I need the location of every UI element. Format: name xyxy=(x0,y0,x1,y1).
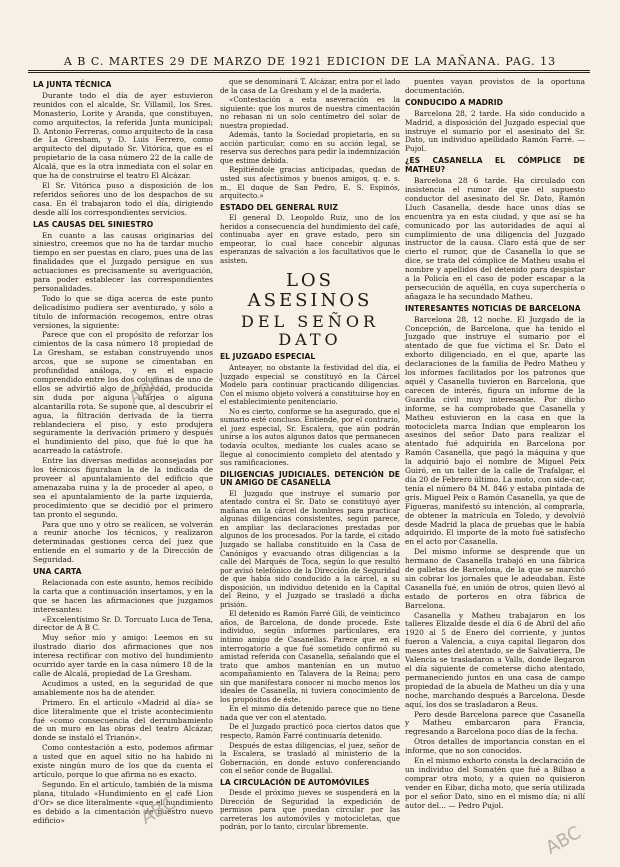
article-paragraph: Barcelona 28, 12 noche. El Juzgado de la Concepción, de Barcelona, que ha tenido el Juzgado que instruye el sumario por el atentado de que fue víctima el Sr. Dato el exhorto diligenciado, en el que, aparte las declaraciones de la familia de Pedro Matheu y los informes facilitados por los patronos que aquél y Casanella tuvieron en Barcelona, que carecen de interés, figura un informe de la Guardia civil muy interesante. Por dicho informe, se ha comprobado que Casanella y Matheu estuvieron en la casa en que la motocicleta marca Indian que emplearon los asesinos del señor Dato para realizar el atentado fué adquirida en Barcelona por Ramón Casanella, que pagó la máquina y que la adquirió bajo el nombre de Miguel Peix Guiró, en un taller de la calle de Trafalgar, el día 20 de Febrero último. La moto, con side-car, tenía el número 84 M. 846 y estaba pintada de gris. Miguel Peix o Ramón Casanella, ya que de Figueras, manifestó su intención, al comprarla, de obtener la matrícula en Toledo, y devolvió desde Madrid la placa de pruebas que le había adquirido. El importe de la moto fué satisfecho en el acto por Casanella. xyxy=(405,314,585,547)
article-paragraph: Después de estas diligencias, el juez, señor de la Escalera, se trasladó al ministerio de la Gobernación, en donde estuvo conferenciando con el señor conde de Bugallal. xyxy=(220,740,400,776)
article-paragraph: Durante todo el día de ayer estuvieron reunidos con el alcalde, Sr. Villamil, los Sres. Monasterio, Lorite y Aranda, que constituyen, como arquitectos, la referida Junta municipal; D. Antonio Ferreras, como arquitecto de la casa de La Gresham, y D. Luis Ferrero, como arquitecto del diputado Sr. Vitórica, que es el propietario de la casa número 22 de la calle de Alcalá, que es la otra inmediata con el solar en que ha de construirse el teatro El Alcázar. xyxy=(33,90,213,181)
article-paragraph: Barcelona 28 6 tarde. Ha circulado con insistencia el rumor de que el supuesto conductor del asesinato del Sr. Dato, Ramón Lluch Casanella, desde hace unos días se encuentra ya en esta ciudad, y que así se ha comunicado por las autoridades de aquí al cumplimiento de una diligencia del Juzgado instructor de la causa. Claro está que de ser cierto el rumor, que de Casanella lo que se dice, se trata del cómplice de Matheu usaba el nombre y apellidos del detenido para despistar a la Policía en el caso de poder escapar a la persecución de aquélla, en cuya superchería o añagaza le ha secundado Matheu. xyxy=(405,176,585,301)
section-heading: INTERESANTES NOTICIAS DE BARCELONA xyxy=(405,303,581,313)
section-heading: ESTADO DEL GENERAL RUIZ xyxy=(220,202,339,212)
article-paragraph: Parece que con el propósito de reforzar los cimientos de la casa número 18 propiedad de La Gresham, se estaban construyendo unos arcos, que se supone se cimentaban en profundidad análoga, y en el espacio comprendido entre los dos columnas de uno de ellos se advirtió algo de humedad, producida sin duda por alguna atarjea o alguna alcantarilla rota. Se supone que, al descubrir el agua, la filtración derivada de la tierra reblandeciera el piso, y esto produjera seguramente la derivación primero y después el hundimiento del piso, que fué lo que ha acarreado la catástrofe. xyxy=(33,330,213,456)
column-1 xyxy=(33,78,213,826)
article-paragraph: De el Juzgado practicó poca ciertos datos que respecto, Ramón Farré continuaría detenido. xyxy=(220,722,400,740)
article-paragraph: Anteayer, no obstante la festividad del día, el Juzgado especial se constituyó en la Cárcel Modelo para continuar practicando diligencias. Con el mismo objeto volverá a constituirse hoy en el establecimiento penitenciario. xyxy=(220,363,400,407)
article-paragraph: El general D. Leopoldo Ruiz, uno de los heridos a consecuencia del hundimiento del café, continuaba ayer en grave estado, pero sin empeorar, lo cual hace concebir algunas esperanzas de salvación a los facultativos que le asisten. xyxy=(220,213,400,265)
section-heading: EL JUZGADO ESPECIAL xyxy=(220,352,316,362)
section-heading: DILIGENCIAS JUDICIALES. DETENCIÓN DE UN AMIGO DE CASANELLA xyxy=(220,469,400,488)
article-paragraph: Muy señor mío y amigo: Leemos en su ilustrado diario dos afirmaciones que nos interesa rectificar con motivo del hundimiento ocurrido ayer tarde en la casa número 18 de la calle de Alcalá, propiedad de La Gresham. xyxy=(33,633,213,678)
header-rule xyxy=(28,70,590,71)
article-paragraph: «Contestación a esta aseveración es la siguiente: que los muros de nuestra cimentación no rebasan ni un solo centímetro del solar de nuestra propiedad. xyxy=(220,95,400,130)
article-paragraph: puentes vayan provistos de la oportuna documentación. xyxy=(405,77,585,95)
article-paragraph: que se denominará T. Alcázar, entra por el lado de la casa de La Gresham y el de la maderia. xyxy=(220,77,400,95)
section-heading: CONDUCIDO A MADRID xyxy=(405,97,503,107)
article-paragraph: Relacionada con este asunto, hemos recibido la carta que a continuación insertamos, y en la que se hacen las afirmaciones que juzgamos interesantes: xyxy=(33,577,213,614)
article-paragraph: El detenido es Ramón Farré Gili, de veinticinco años, de Barcelona, de donde procede. Este individuo, según informes particulares, era íntimo amigo de Casanellas. Parece que en el interrogatorio a que fué sometido confirmó su amistad referida con Casanella, señalando que el trato que ambos mantenían en un mutuo acompañamiento en Talavera de la Reina; pero sin que manifestara conocer ni mucho menos los ideales de Casanella, ni tuviera conocimiento de los propósitos de éste. xyxy=(220,609,400,704)
article-paragraph: Para que uno y otro se realicen, se volverán a reunir anoche los técnicos, y realizaron determinadas gestiones cerca del juez que entiende en el sumario y de la Dirección de Seguridad. xyxy=(33,519,213,565)
article-paragraph: En cuanto a las causas originarias del siniestro, creemos que no ha de tardar mucho tiempo en ser puestas en claro, pues una de las finalidades que el Juzgado persigue en sus actuaciones es precisamente su averiguación, para poder establecer las correspondientes personalidades. xyxy=(33,230,213,293)
article-paragraph: El Sr. Vitórica puso a disposición de los referidos señores uno de los despachos de su casa. En él trabajaron todo el día, dirigiendo desde allí los correspondientes servicios. xyxy=(33,180,213,217)
article-paragraph: Desde el próximo jueves se suspenderá en la Dirección de Seguridad la expedición de permisos para que puedan circular por las carreteras los automóviles y motocicletas, que podrán, por lo tanto, circular libremente. xyxy=(220,788,400,832)
article-paragraph: Además, tanto la Sociedad propietaria, en su acción particular, como en su acción legal, se reserva sus derechos para pedir la indemnización que estime debida. xyxy=(220,130,400,165)
article-paragraph: Acudimos a usted, en la seguridad de que amablemente nos ha de atender. xyxy=(33,678,213,697)
column-2 xyxy=(220,78,400,833)
section-heading: LAS CAUSAS DEL SINIESTRO xyxy=(33,219,154,229)
article-paragraph: Del mismo informe se desprende que un hermano de Casanella trabajó en una fábrica de galletas de Barcelona, de la que se marchó sin cobrar los jornales que le adeudaban. Este Casanella fué, en unión de otros, quien llevó al estado de porteros en otra fábrica de Barcelona. xyxy=(405,547,585,610)
watermark-stamp: ABC xyxy=(542,822,585,859)
page-header: A B C. MARTES 29 DE MARZO DE 1921 EDICION DE LA MAÑANA. PAG. 13 xyxy=(63,55,557,68)
article-paragraph: «Excelentísimo Sr. D. Torcuato Luca de Tena, director de A B C. xyxy=(33,614,213,633)
article-paragraph: En el mismo exhorto consta la declaración de un individuo del Somatén que fué a Bilbao a comprar otra moto, y a quien no quisieron vender en Eibar, dicha moto, que sería utilizada por el señor Dato, sino en el mismo día; ni allí autor del... — Pedro Pujol. xyxy=(405,756,585,810)
column-3 xyxy=(405,78,585,812)
section-heading: LA JUNTA TÉCNICA xyxy=(33,80,112,89)
article-paragraph: Repitiéndole gracias anticipadas, quedan de usted sus afectísimos y buenos amigos, q. e. s. m., El duque de San Pedro, E. S. Espinós, arquitecto.» xyxy=(220,165,400,201)
article-paragraph: Entre las diversas medidas aconsejadas por los técnicos figuraban la de la indicada de proveer al apuntalamiento del edificio que amenazaba ruina y la de proceder al apeo, o sea el apuntalamiento de la parte izquierda, procedimiento que se decidió por el primero tan pronto el segundo. xyxy=(33,456,213,519)
headline-subtitle: DEL SEÑOR DATO xyxy=(240,312,380,350)
section-heading: ¿ES CASANELLA EL CÓMPLICE DE MATHEU? xyxy=(405,156,585,175)
article-paragraph: En el mismo día detenido parece que no tiene nada que ver con el atentado. xyxy=(220,704,400,722)
section-heading: UNA CARTA xyxy=(33,567,82,577)
watermark-stamp: ABC xyxy=(137,792,180,829)
header-rule-thin xyxy=(28,72,590,73)
article-paragraph: Otros detalles de importancia constan en el informe, que no son conocidos. xyxy=(405,737,585,756)
section-heading: LA CIRCULACIÓN DE AUTOMÓVILES xyxy=(220,777,370,787)
article-paragraph: No es cierto, conforme se ha asegurado, que el sumario esté concluso. Entiende, por el contrario, el juez especial, Sr. Escalera, que aún podrán unirse a los autos algunos datos que permanecen todavía ocultos, mediante los cuales acaso se llegue al conocimiento completo del atentado y sus ramificaciones. xyxy=(220,406,400,468)
article-paragraph: Pero desde Barcelona parece que Casanella y Matheu embarcaron para Francia, regresando a Barcelona poco días de la fecha. xyxy=(405,709,585,737)
article-paragraph: Casanella y Matheu trabajaron en los talleres Elizalde desde el día 6 de Abril del año 1920 al 5 de Enero del corriente, y juntos fueron a Valencia, a cuya capital llegaron dos meses antes del atentado, se de Salvatierra, De Valencia se trasladaron a Valls, donde llegaron el día siguiente de cometerse dicho atentado, permaneciendo juntos en una casa de campo propiedad de la abuela de Matheu un día y una noche, marchando después a Barcelona. Desde aquí, los dos se trasladaron a Reus. xyxy=(405,610,585,709)
article-paragraph: Primero. En el artículo «Madrid al día» se dice literalmente que el triste acontecimiento fué «como consecuencia del derrumbamiento de un muro en las obras del teatro Alcázar, donde se instaló el Trianón». xyxy=(33,697,213,743)
article-paragraph: El Juzgado que instruye el sumario por atentado contra el Sr. Dato se constituyó ayer mañana en la cárcel de hombres para practicar algunas diligencias consistentes, según parece, en ampliar las declaraciones prestadas por algunos de los procesados. Por la tarde, el citado Juzgado se hallaba constituido en la Casa de Canónigos y evacuando otras diligencias a la calle del Marqués de Toca, según lo que resultó por avisó telefónico de la Dirección de Seguridad de que había sido conducido a la cárcel, a su disposición, un individuo detenido en la Capital del Reino, y el Juzgado se trasladó a dicha prisión. xyxy=(220,488,400,609)
article-paragraph: Como contestación a esto, podemos afirmar a usted que en aquel sitio no ha habido ni existe ningún muro de los que da cuenta el artículo, porque lo que afirma no es exacto. xyxy=(33,743,213,779)
watermark-stamp: ABC xyxy=(125,372,168,409)
article-paragraph: Segundo. En el artículo, también de la misma plana, titulado «Hundimiento en el café Lion d'Or» se dice literalmente «que el hundimiento es debido a la cimentación de nuestro nuevo edificio» xyxy=(33,779,213,825)
article-paragraph: Todo lo que se diga acerca de este punto delicadísimo pudiera ser aventurado, y sólo a título de información recogemos, entre otras versiones, la siguiente: xyxy=(33,293,213,330)
headline-title: LOS ASESINOS xyxy=(247,270,373,312)
article-paragraph: Barcelona 28, 2 tarde. Ha sido conducido a Madrid, a disposición del Juzgado especial que instruye el sumario por el asesinato del Sr. Dato, un individuo apellidado Ramón Farré. — Pujol. xyxy=(405,108,585,154)
